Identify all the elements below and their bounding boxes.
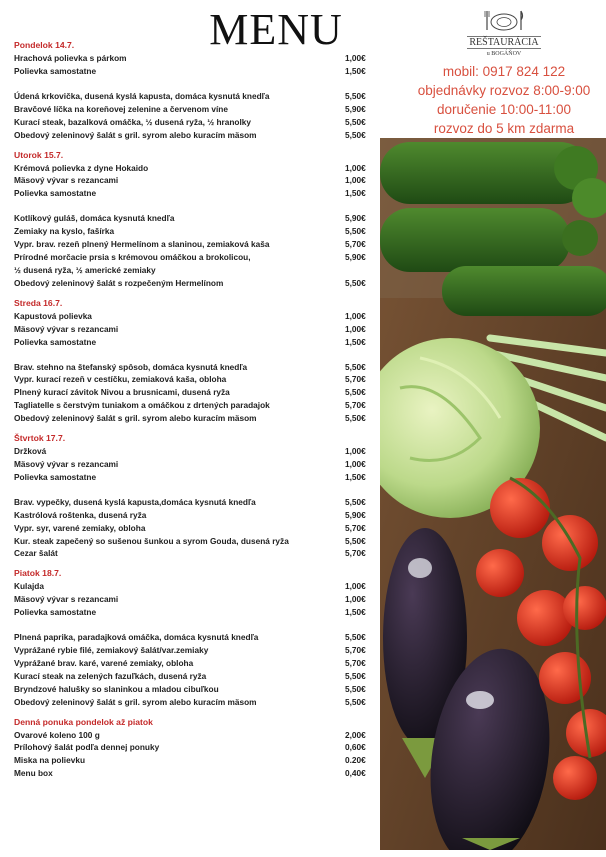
menu-list: [14, 39, 374, 780]
menu-item: [14, 129, 374, 142]
menu-item-price: 1,00€: [345, 458, 366, 469]
menu-item-price: 5,90€: [345, 213, 366, 224]
menu-item-price: 5,50€: [345, 226, 366, 237]
menu-item-price: 5,50€: [345, 632, 366, 643]
day-section: [14, 432, 374, 560]
menu-item-name: Menu box: [14, 768, 53, 779]
day-heading: Pondelok 14.7.: [14, 40, 75, 50]
menu-item-name: Obedový zeleninový šalát s gril. syrom alebo kuracím mäsom: [14, 413, 257, 424]
menu-item: [14, 310, 374, 323]
menu-item-price: 5,50€: [345, 361, 366, 372]
menu-item-price: 0,40€: [345, 768, 366, 779]
menu-item-price: 0.20€: [345, 755, 366, 766]
menu-item: [14, 509, 374, 522]
menu-item-name: Polievka samostatne: [14, 607, 97, 618]
menu-item-price: 1,00€: [345, 162, 366, 173]
menu-item: [14, 162, 374, 175]
vegetables-illustration: [380, 138, 606, 850]
day-heading: Denná ponuka pondelok až piatok: [14, 716, 153, 727]
menu-item-price: 5,70€: [345, 645, 366, 656]
menu-item-name: Plnený kurací závitok Nivou a brusnicami, dusená ryža: [14, 387, 230, 398]
menu-item: [14, 225, 374, 238]
menu-item-price: 5,50€: [345, 535, 366, 546]
menu-item-name: Mäsový vývar s rezancami: [14, 323, 119, 334]
contact-free-delivery: rozvoz do 5 km zdarma: [433, 121, 575, 136]
menu-item-name: Mäsový vývar s rezancami: [14, 458, 119, 469]
section-gap: [14, 78, 374, 90]
menu-item: [14, 683, 374, 696]
menu-item-price: 5,50€: [345, 90, 366, 101]
menu-item: [14, 103, 374, 116]
menu-item: [14, 593, 374, 606]
day-heading: Streda 16.7.: [14, 297, 63, 308]
day-separator: [14, 142, 374, 149]
menu-item: [14, 174, 374, 187]
menu-item-price: 1,00€: [345, 53, 366, 63]
menu-item-name: Brav. stehno na štefanský spôsob, domáca kysnutá knedľa: [14, 361, 248, 372]
menu-item: [14, 187, 374, 200]
menu-item-price: 5,50€: [345, 129, 366, 140]
menu-item: [14, 277, 374, 290]
day-heading: Utorok 15.7.: [14, 149, 64, 160]
menu-item-name: Mäsový vývar s rezancami: [14, 594, 119, 605]
menu-item-name: Ovarové koleno 100 g: [14, 729, 100, 740]
menu-item-price: 2,00€: [345, 729, 366, 740]
menu-item: [14, 251, 374, 264]
contact-info: [412, 62, 596, 138]
menu-item-name: Kastrólová roštenka, dusená ryža: [14, 509, 147, 520]
menu-item-price: 1,00€: [345, 323, 366, 334]
menu-item-name: Hrachová polievka s párkom: [14, 53, 127, 63]
menu-item: [14, 496, 374, 509]
menu-item-price: 5,90€: [345, 509, 366, 520]
menu-item-price: 5,50€: [345, 496, 366, 507]
menu-item: [14, 412, 374, 425]
menu-item: [14, 547, 374, 560]
menu-item-name: Polievka samostatne: [14, 188, 97, 199]
logo-subtitle: u BOGÁŇOV: [486, 51, 522, 57]
menu-item: [14, 754, 374, 767]
menu-item-name: Obedový zeleninový šalát s gril. syrom alebo kuracím mäsom: [14, 696, 257, 707]
menu-item-name: Plnená paprika, paradajková omáčka, domáca kysnutá knedľa: [14, 632, 259, 643]
day-section: [14, 149, 374, 290]
menu-item-price: 1,50€: [345, 188, 366, 199]
menu-item-price: 5,70€: [345, 239, 366, 250]
menu-item-name: Kurací steak, bazalková omáčka, ½ dusená ryža, ½ hranolky: [14, 116, 252, 127]
menu-item-price: 5,50€: [345, 277, 366, 288]
menu-item-name: Zemiaky na kyslo, fašírka: [14, 226, 115, 237]
day-section: [14, 39, 374, 142]
contact-order-hours: objednávky rozvoz 8:00-9:00: [417, 83, 591, 98]
menu-item: [14, 580, 374, 593]
menu-item-name: Prírodné morčacie prsia s krémovou omáčkou a brokolicou,: [14, 252, 251, 263]
menu-item-name: Údená krkovička, dusená kyslá kapusta, domáca kysnutá knedľa: [14, 90, 270, 101]
menu-item-name: Držková: [14, 446, 47, 457]
day-section: [14, 716, 374, 781]
menu-item-name: Polievka samostatne: [14, 65, 97, 76]
menu-item: [14, 644, 374, 657]
menu-item-name: Brav. vypečky, dusená kyslá kapusta,domáca kysnutá knedľa: [14, 496, 256, 507]
day-section: [14, 297, 374, 425]
menu-item-price: 5,70€: [345, 658, 366, 668]
menu-item-name: Kurací steak na zelených fazuľkách, dusená ryža: [14, 670, 207, 681]
menu-item: [14, 606, 374, 619]
menu-item-price: 1,00€: [345, 446, 366, 457]
menu-item-name: Cezar šalát: [14, 548, 58, 559]
menu-item-name: ½ dusená ryža, ½ americké zemiaky: [14, 264, 156, 275]
menu-item-name: Obedový zeleninový šalát s gril. syrom alebo kuracím mäsom: [14, 129, 257, 140]
menu-item: [14, 657, 374, 670]
menu-item: [14, 212, 374, 225]
menu-item: [14, 767, 374, 780]
restaurant-logo: [456, 8, 552, 62]
menu-item: [14, 361, 374, 374]
menu-item: [14, 670, 374, 683]
section-gap: [14, 348, 374, 360]
menu-item-name: Polievka samostatne: [14, 336, 97, 347]
menu-item-name: Vypr. syr, varené zemiaky, obloha: [14, 522, 146, 533]
logo-name: REŠTAURÁCIA: [469, 37, 539, 48]
section-gap: [14, 484, 374, 496]
menu-item-name: Kotlíkový guláš, domáca kysnutá knedľa: [14, 213, 175, 224]
menu-item-name: Mäsový vývar s rezancami: [14, 175, 119, 186]
day-heading: Piatok 18.7.: [14, 568, 62, 579]
menu-item: [14, 65, 374, 78]
menu-item: [14, 323, 374, 336]
contact-phone: mobil: 0917 824 122: [442, 64, 566, 79]
menu-item-name: Obedový zeleninový šalát s rozpečeným Hermelínom: [14, 277, 224, 288]
menu-item-price: 5,70€: [345, 374, 366, 385]
menu-item-price: 1,50€: [345, 65, 366, 76]
menu-item: [14, 116, 374, 129]
day-section: [14, 567, 374, 708]
menu-item-price: 1,00€: [345, 175, 366, 186]
day-separator: [14, 290, 374, 297]
menu-item-name: Vypr. kurací rezeň v cestíčku, zemiaková kaša, obloha: [14, 374, 227, 385]
menu-item-name: Bravčové líčka na koreňovej zelenine a červenom víne: [14, 103, 228, 114]
menu-item-price: 1,00€: [345, 581, 366, 592]
menu-item-name: Kapustová polievka: [14, 310, 92, 321]
menu-item-price: 5,90€: [345, 252, 366, 263]
menu-item-name: Miska na polievku: [14, 755, 86, 766]
menu-item-price: 1,50€: [345, 336, 366, 347]
menu-item: [14, 471, 374, 484]
menu-item-price: 5,90€: [345, 103, 366, 114]
menu-item: [14, 445, 374, 458]
day-separator: [14, 425, 374, 432]
menu-item: [14, 696, 374, 709]
menu-item: [14, 729, 374, 742]
menu-item-name: Kur. steak zapečený so sušenou šunkou a syrom Gouda, dusená ryža: [14, 535, 289, 546]
menu-item: [14, 336, 374, 349]
page-title: MENU: [209, 5, 343, 54]
menu-item-price: 5,50€: [345, 387, 366, 398]
menu-item-name: Vyprážané rybie filé, zemiakový šalát/var.zemiaky: [14, 645, 209, 656]
section-gap: [14, 200, 374, 212]
menu-item: [14, 386, 374, 399]
day-heading: Štvrtok 17.7.: [14, 433, 66, 444]
menu-item-name: Vyprážané brav. karé, varené zemiaky, obloha: [14, 658, 194, 668]
menu-item-price: 1,00€: [345, 594, 366, 605]
menu-item: [14, 264, 374, 277]
menu-item-name: Vypr. brav. rezeň plnený Hermelínom a slaninou, zemiaková kaša: [14, 239, 270, 250]
vegetables-photo: [380, 138, 606, 850]
fork-knife-bowl-icon: [482, 8, 526, 32]
menu-item: [14, 631, 374, 644]
day-separator: [14, 709, 374, 716]
menu-item: [14, 399, 374, 412]
menu-item-price: 5,50€: [345, 116, 366, 127]
contact-delivery-hours: doručenie 10:00-11:00: [436, 102, 572, 117]
menu-item: [14, 535, 374, 548]
menu-item-name: Bryndzové halušky so slaninkou a mladou cibuľkou: [14, 683, 219, 694]
menu-item-price: 5,70€: [345, 548, 366, 559]
menu-item-price: 1,50€: [345, 607, 366, 618]
menu-item-name: Kulajda: [14, 581, 44, 592]
menu-item-price: 5,50€: [345, 413, 366, 424]
menu-item-name: Prílohový šalát podľa dennej ponuky: [14, 742, 160, 753]
menu-item-price: 1,00€: [345, 310, 366, 321]
menu-item-name: Polievka samostatne: [14, 471, 97, 482]
menu-item-price: 0,60€: [345, 742, 366, 753]
section-gap: [14, 619, 374, 631]
menu-item-price: 5,50€: [345, 670, 366, 681]
menu-item: [14, 373, 374, 386]
menu-item: [14, 90, 374, 103]
menu-item: [14, 52, 374, 65]
menu-item-price: 5,70€: [345, 400, 366, 411]
menu-item: [14, 458, 374, 471]
menu-item-name: Krémová polievka z dyne Hokaido: [14, 162, 149, 173]
menu-item-price: 5,50€: [345, 683, 366, 694]
menu-item-price: 5,50€: [345, 696, 366, 707]
menu-item-price: 1,50€: [345, 471, 366, 482]
menu-item: [14, 522, 374, 535]
menu-item-name: Tagliatelle s čerstvým tuniakom a omáčkou z drtených paradajok: [14, 400, 270, 411]
day-separator: [14, 560, 374, 567]
menu-item-price: 5,70€: [345, 522, 366, 533]
menu-item: [14, 238, 374, 251]
menu-item: [14, 741, 374, 754]
